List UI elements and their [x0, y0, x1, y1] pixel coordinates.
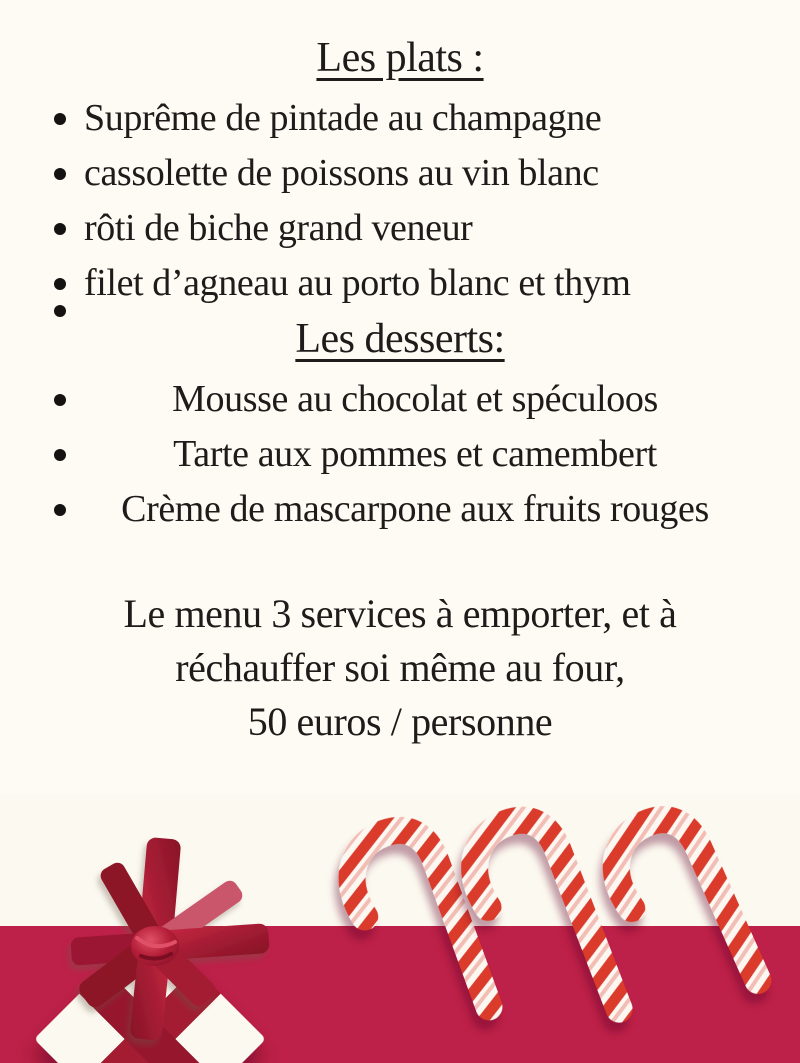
holiday-photo [0, 794, 800, 1063]
bullet-icon [54, 278, 66, 290]
bullet-icon [54, 223, 66, 235]
plat-item-text: Suprême de pintade au champagne [84, 97, 602, 139]
plats-list [0, 91, 800, 311]
bullet-icon [54, 168, 66, 180]
desserts-title-text: Les desserts: [295, 316, 505, 362]
plat-item-text: rôti de biche grand veneur [84, 207, 473, 249]
list-item [0, 427, 800, 482]
desserts-section-title [0, 315, 800, 363]
closing-line: réchauffer soi même au four, [175, 645, 625, 690]
list-item [0, 372, 800, 427]
bullet-icon [54, 504, 66, 516]
dessert-item-text: Tarte aux pommes et camembert [173, 433, 657, 475]
bullet-icon [54, 305, 66, 317]
plat-item-text: cassolette de poissons au vin blanc [84, 152, 599, 194]
plat-item-text: filet d’agneau au porto blanc et thym [84, 262, 631, 304]
list-item [0, 201, 800, 256]
list-item [0, 146, 800, 201]
desserts-list [0, 372, 800, 537]
bullet-icon [54, 113, 66, 125]
bullet-icon [54, 394, 66, 406]
list-item [0, 482, 800, 537]
holiday-decoration-graphic [0, 794, 800, 1063]
list-item [0, 256, 800, 311]
closing-note [0, 587, 800, 749]
closing-line: 50 euros / personne [247, 699, 553, 744]
plats-title-text: Les plats : [316, 35, 484, 81]
dessert-item-text: Mousse au chocolat et spéculoos [172, 378, 658, 420]
closing-line: Le menu 3 services à emporter, et à [123, 591, 677, 636]
bullet-icon [54, 449, 66, 461]
plats-section-title [0, 34, 800, 82]
list-item [0, 91, 800, 146]
dessert-item-text: Crème de mascarpone aux fruits rouges [121, 488, 709, 530]
